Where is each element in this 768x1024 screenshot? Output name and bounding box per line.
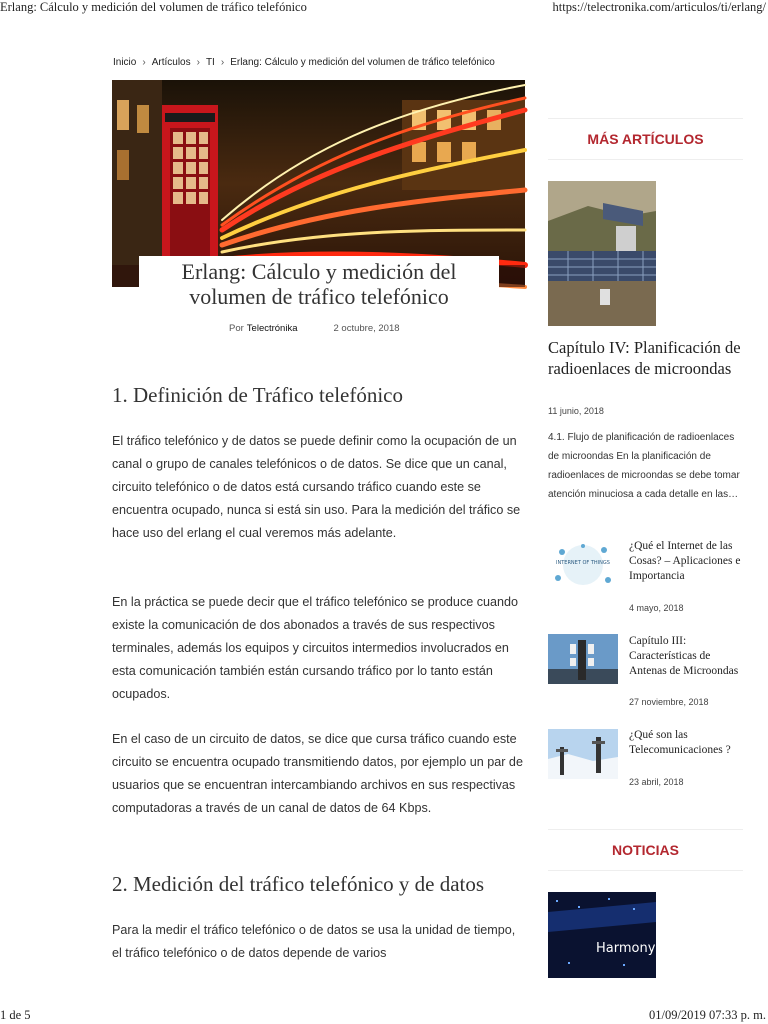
thumbnail-text: INTERNET OF THINGS xyxy=(556,560,610,566)
paragraph: El tráfico telefónico y de datos se puede definir como la ocupación de un canal o grupo de canales telefónicos o de datos. Se dice que un canal, circuito telefónico o de datos está cursando tráfico cuando este se encuentra ocupado, nunca si está sin uso. Para la medición del tráfico se hace uso del erlang el cual veremos más adelante. xyxy=(112,434,521,540)
article-date: 23 abril, 2018 xyxy=(629,777,684,787)
breadcrumb-current: Erlang: Cálculo y medición del volumen de tráfico telefónico xyxy=(230,57,495,68)
breadcrumb-separator: › xyxy=(220,57,225,68)
article-link[interactable]: ¿Qué son las Telecomunicaciones ? xyxy=(629,729,731,756)
article-thumbnail[interactable] xyxy=(548,540,618,590)
print-url[interactable]: https://telectronika.com/articulos/ti/erlang/ xyxy=(552,0,766,14)
print-page-title: Erlang: Cálculo y medición del volumen de tráfico telefónico xyxy=(0,0,307,14)
featured-article-thumbnail[interactable] xyxy=(548,181,656,326)
breadcrumb-ti[interactable]: TI xyxy=(205,57,215,68)
featured-article-date: 11 junio, 2018 xyxy=(548,406,604,416)
print-timestamp: 01/09/2019 07:33 p. m. xyxy=(648,1008,766,1022)
breadcrumb-home[interactable]: Inicio xyxy=(113,57,137,68)
article-date: 4 mayo, 2018 xyxy=(629,603,684,613)
article-title xyxy=(139,256,499,309)
article-thumbnail[interactable] xyxy=(548,729,618,779)
featured-article-excerpt: 4.1. Flujo de planificación de radioenlaces de microondas En la planificación de radioenlaces de microondas se debe tomar atención minuciosa a cada detalle en las… xyxy=(548,432,740,500)
author-link[interactable]: Telectrónika xyxy=(246,323,298,334)
paragraph: En la práctica se puede decir que el tráfico telefónico se produce cuando existe la comunicación de dos abonados a través de sus respectivos terminales, además los equipos y circuitos intermedios involucrados en esta comunicación también están cursando tráfico por lo tanto están ocupados. xyxy=(112,595,519,701)
news-thumbnail-text: HarmonyO xyxy=(596,941,666,956)
byline-label: Por xyxy=(229,323,244,334)
featured-article-title[interactable]: Capítulo IV: Planificación de radioenlaces de microondas xyxy=(548,338,741,378)
article-title-line-1: Erlang: Cálculo y medición del xyxy=(181,259,457,284)
breadcrumb xyxy=(113,57,495,68)
publish-date: 2 octubre, 2018 xyxy=(333,323,400,334)
section-heading: 2. Medición del tráfico telefónico y de datos xyxy=(112,872,485,896)
article-thumbnail[interactable] xyxy=(548,634,618,684)
breadcrumb-separator: › xyxy=(142,57,146,68)
article-link[interactable]: Capítulo III: Características de Antenas de Microondas xyxy=(629,635,739,677)
section-heading: 1. Definición de Tráfico telefónico xyxy=(112,383,404,407)
byline xyxy=(229,323,400,334)
news-thumbnail[interactable] xyxy=(548,892,666,978)
paragraph: En el caso de un circuito de datos, se dice que cursa tráfico cuando este circuito se encuentra ocupado transmitiendo datos, por ejemplo un par de usuarios que se encuentran intercambiando archivos en sus respectivas computadoras a través de un canal de datos de 64 Kbps. xyxy=(112,732,523,815)
more-articles-heading: MÁS ARTÍCULOS xyxy=(548,118,743,160)
article-link[interactable]: ¿Qué el Internet de las Cosas? – Aplicaciones e Importancia xyxy=(629,540,741,582)
article-title-line-2: volumen de tráfico telefónico xyxy=(189,284,449,309)
news-heading: NOTICIAS xyxy=(548,829,743,871)
article-title-box xyxy=(139,256,499,316)
paragraph: Para la medir el tráfico telefónico o de datos se usa la unidad de tiempo, el tráfico telefónico o de datos depende de varios xyxy=(112,923,516,960)
breadcrumb-articles[interactable]: Artículos xyxy=(151,57,191,68)
breadcrumb-separator: › xyxy=(196,57,200,68)
print-page-count: 1 de 5 xyxy=(0,1008,31,1022)
article-date: 27 noviembre, 2018 xyxy=(629,697,709,707)
